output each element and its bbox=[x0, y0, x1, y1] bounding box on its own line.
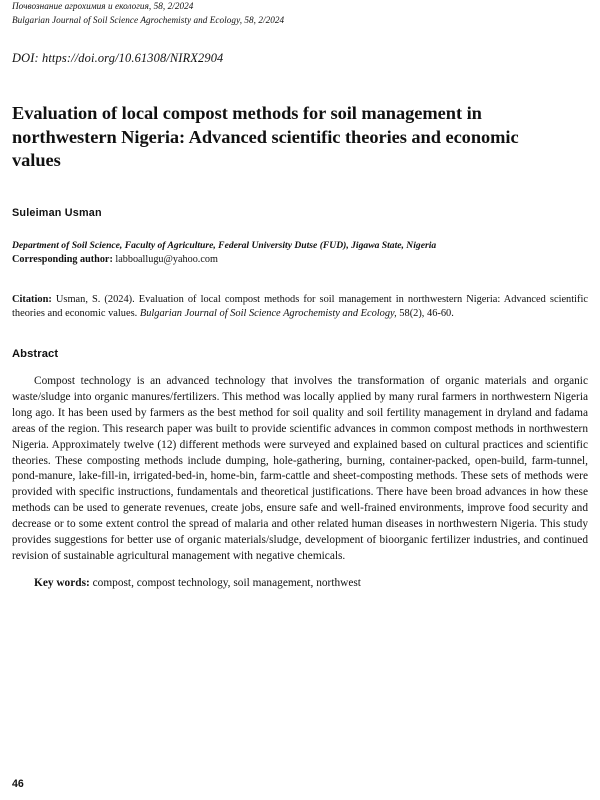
citation-block bbox=[12, 293, 588, 320]
citation-label: Citation: bbox=[12, 294, 52, 306]
citation-text-primary: Usman, S. (2024). Evaluation of local compost methods for soil management in northwestern Nigeria: Advanced scientific theories and economic values. bbox=[12, 294, 588, 319]
page-number: 46 bbox=[12, 778, 24, 790]
keywords-values: compost, compost technology, soil management, northwest bbox=[92, 576, 361, 589]
abstract-body: Compost technology is an advanced technology that involves the transformation of organic materials and organic waste/sludge into organic manures/fertilizers. This method was locally applied by many rural farmers in northwestern Nigeria long ago. It has been used by farmers as the best method for soil quality and soil fertility management in dryland and fadama areas of the region. This research paper was built to provide scientific advances in common compost methods in northwestern Nigeria. Approximately twelve (12) different methods were surveyed and explained based on cultural practices and scientific theories. These composting methods include dumping, hole-gathering, burning, container-packed, open-build, farm-tunnel, pond-manure, lake-fill-in, irrigated-bed-in, home-bin, farm-cattle and sheet-composting methods. These sets of methods were provided with specific instructions, fundamentals and theoretical justifications. There have been broad advances in how these methods can be used to generate revenues, create jobs, ensure safe and well-frained environments, improve food security and decrease or to some extent control the spread of malaria and other related human diseases in northwestern Nigeria. This study provides suggestions for better use of organic materials/sludge, development of bioorganic fertilizer industries, and continued revision of sustainable agricultural management with negative chemicals. bbox=[12, 375, 588, 562]
corresponding-author-label: Corresponding author: bbox=[12, 254, 113, 266]
page-title: Evaluation of local compost methods for soil management in northwestern Nigeria: Advanced scientific theories and economic values bbox=[12, 103, 519, 170]
corresponding-author-email[interactable]: labboallugu@yahoo.com bbox=[115, 254, 218, 266]
keywords-label: Key words: bbox=[34, 576, 90, 589]
author-name: Suleiman Usman bbox=[12, 206, 102, 219]
doi-line[interactable]: DOI: https://doi.org/10.61308/NIRX2904 bbox=[12, 51, 224, 65]
running-head-bulgarian: Почвознание агрохимия и екология, 58, 2/2024 bbox=[12, 1, 194, 11]
page-content bbox=[12, 0, 588, 592]
author-affiliation: Department of Soil Science, Faculty of Agriculture, Federal University Dutse (FUD), Jigawa State, Nigeria bbox=[12, 239, 437, 251]
running-head-english: Bulgarian Journal of Soil Science Agrochemisty and Ecology, 58, 2/2024 bbox=[12, 14, 285, 25]
citation-volume-pages: 58(2), 46-60. bbox=[399, 307, 454, 319]
abstract-heading: Abstract bbox=[12, 348, 59, 361]
running-head bbox=[12, 0, 588, 27]
keywords-line bbox=[12, 576, 588, 592]
citation-journal-name: Bulgarian Journal of Soil Science Agrochemisty and Ecology, bbox=[139, 307, 397, 319]
corresponding-author bbox=[12, 253, 588, 266]
